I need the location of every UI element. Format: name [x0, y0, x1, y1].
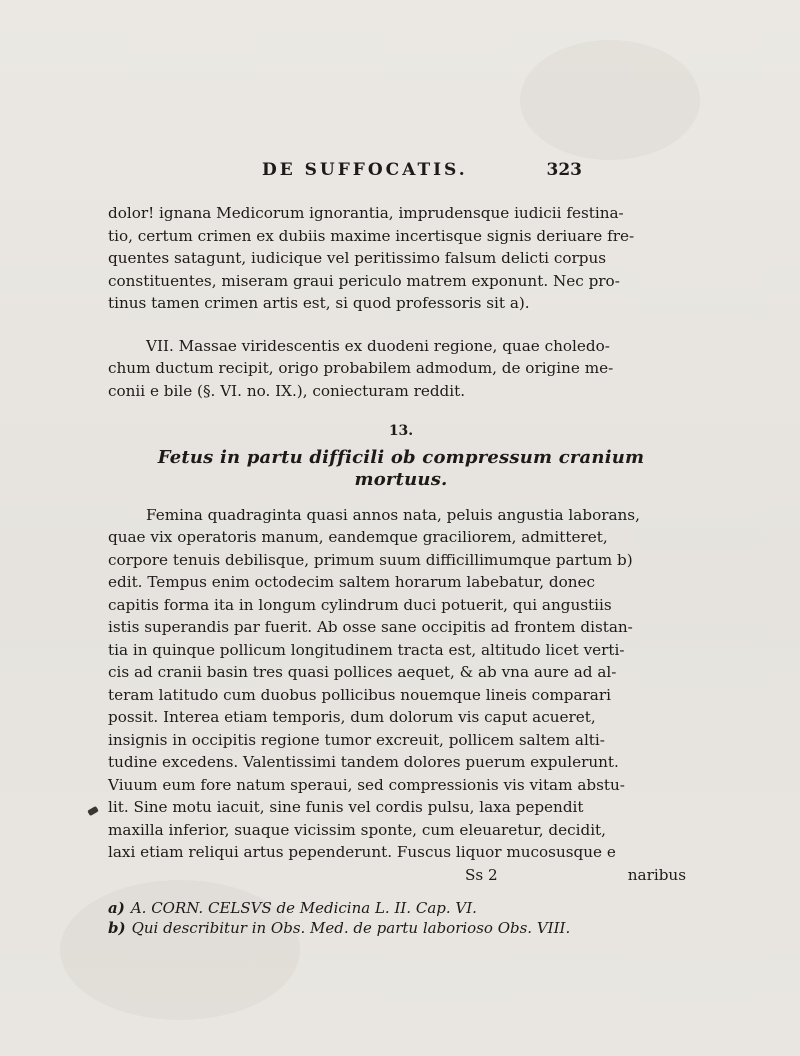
- text-line: edit. Tempus enim octodecim saltem horarum labebatur, donec: [108, 573, 596, 591]
- section-number: 13.: [388, 423, 414, 439]
- text-line: insignis in occipitis regione tumor excreuit, pollicem saltem alti-: [108, 730, 605, 749]
- text-line: Viuum eum fore natum speraui, sed compressionis vis vitam abstu-: [108, 775, 625, 794]
- signature-mark: Ss 2: [465, 865, 498, 884]
- paper-stain: [520, 40, 700, 160]
- text-line: lit. Sine motu iacuit, sine funis vel cordis pulsu, laxa pependit: [108, 798, 584, 816]
- text-line: chum ductum recipit, origo probabilem admodum, de origine me-: [108, 359, 614, 377]
- page-body: [108, 202, 694, 938]
- text-line: quentes satagunt, iudicique vel peritissimo falsum delicti corpus: [108, 249, 607, 267]
- text-line: maxilla inferior, suaque vicissim sponte, cum eleuaretur, decidit,: [108, 820, 606, 839]
- section-vii-paragraph: [108, 335, 694, 403]
- footnote-text: A. CORN. CELSVS de Medicina L. II. Cap. VI.: [130, 899, 477, 917]
- ink-mark-icon: [87, 806, 99, 816]
- text-line: capitis forma ita in longum cylindrum duci potuerit, qui angustiis: [108, 595, 612, 614]
- page-number: 323: [546, 160, 582, 180]
- footnote: [108, 918, 694, 938]
- text-line: constituentes, miseram graui periculo matrem exponunt. Nec pro-: [108, 271, 620, 290]
- text-line: Femina quadraginta quasi annos nata, peluis angustia laborans,: [146, 505, 640, 524]
- footnotes: [108, 898, 694, 938]
- footnote-mark: a): [108, 899, 125, 917]
- text-line: corpore tenuis debilisque, primum suum difficillimumque partum b): [108, 550, 633, 569]
- text-line: possit. Interea etiam temporis, dum dolorum vis caput acueret,: [108, 708, 596, 726]
- footnote: [108, 898, 694, 918]
- case-paragraph: [108, 504, 694, 864]
- text-line: VII. Massae viridescentis ex duodeni regione, quae choledo-: [146, 336, 610, 355]
- page-header: [262, 160, 582, 188]
- text-line: teram latitudo cum duobus pollicibus nouemque lineis comparari: [108, 685, 611, 704]
- text-line: tio, certum crimen ex dubiis maxime incertisque signis deriuare fre-: [108, 226, 635, 245]
- text-line: cis ad cranii basin tres quasi pollices aequet, & ab vna aure ad al-: [108, 663, 617, 681]
- catchword: naribus: [627, 865, 686, 884]
- text-line: istis superandis par fuerit. Ab osse sane occipitis ad frontem distan-: [108, 618, 633, 636]
- text-line: quae vix operatoris manum, eandemque graciliorem, admitteret,: [108, 528, 608, 546]
- section-title: Fetus in partu difficili ob compressum cranium mortuus.: [157, 446, 645, 490]
- text-line: conii e bile (§. VI. no. IX.), coniecturam reddit.: [108, 381, 466, 400]
- text-line: laxi etiam reliqui artus pependerunt. Fuscus liquor mucosusque e: [108, 843, 616, 861]
- text-line: tudine excedens. Valentissimi tandem dolores puerum expulerunt.: [108, 753, 619, 771]
- footnote-text: Qui describitur in Obs. Med. de partu laborioso Obs. VIII.: [131, 919, 571, 937]
- running-head: DE SUFFOCATIS.: [262, 160, 468, 180]
- text-line: tinus tamen crimen artis est, si quod professoris sit a).: [108, 294, 530, 312]
- text-line: tia in quinque pollicum longitudinem tracta est, altitudo licet verti-: [108, 640, 625, 659]
- intro-paragraph: [108, 202, 694, 315]
- signature-line: [108, 864, 694, 887]
- text-line: dolor! ignana Medicorum ignorantia, imprudensque iudicii festina-: [108, 204, 624, 222]
- footnote-mark: b): [108, 919, 126, 937]
